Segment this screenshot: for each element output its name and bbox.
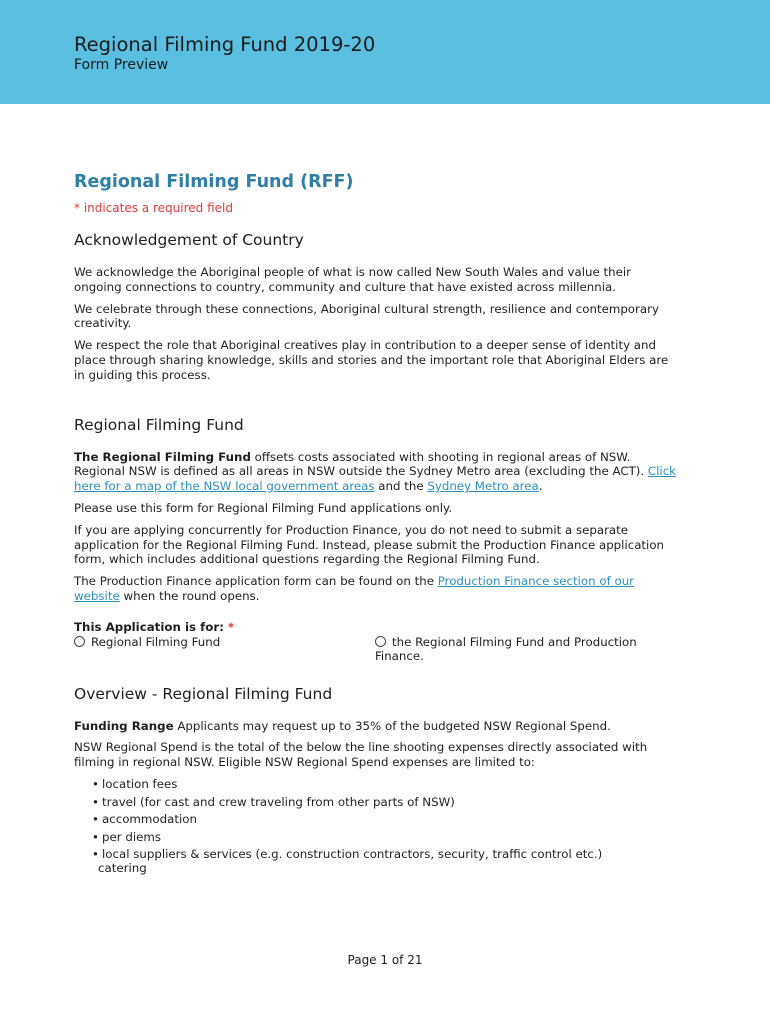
sydney-metro-area-link[interactable]: Sydney Metro area [427,479,539,494]
application-type-label-text: This Application is for: [74,619,224,634]
acknowledgement-paragraph: We celebrate through these connections, Aboriginal cultural strength, resilience and contemporary creativity. [74,301,659,331]
radio-button-icon[interactable] [74,636,85,647]
rff-paragraph: If you are applying concurrently for Production Finance, you do not need to submit a separate application for the Regional Filming Fund. Instead, please submit the Production Finance application form, which includes additional questions regarding the Regional Filming Fund. [74,522,665,567]
list-item-text: per diems [102,829,162,844]
form-content [74,168,682,876]
rff-heading: Regional Filming Fund [74,415,244,434]
list-item [94,846,682,864]
required-field-note: * indicates a required field [74,201,233,215]
rff-intro-bold: The Regional Filming Fund [74,449,251,464]
rff-intro-mid: and the [374,479,428,494]
page-header [0,0,770,104]
acknowledgement-paragraph: We respect the role that Aboriginal creatives play in contribution to a deeper sense of identity and place through sharing knowledge, skills and stories and the important role that Aboriginal Elders are in guiding this process. [74,338,669,382]
page-number: Page 1 of 21 [347,953,423,967]
overview-heading: Overview - Regional Filming Fund [74,684,333,703]
rff-p4-text: The Production Finance application form can be found on the [74,574,438,589]
bullet-icon: • [92,812,99,827]
rff-production-finance-paragraph [74,574,682,604]
bullet-icon: • [92,847,99,862]
production-finance-link[interactable]: Production Finance section of our website [74,574,635,603]
list-item [94,829,682,847]
funding-range-text: Applicants may request up to 35% of the budgeted NSW Regional Spend. [173,718,611,733]
page-subtitle: Form Preview [74,57,169,73]
list-item [94,794,682,812]
radio-option-regional-filming-fund[interactable] [74,635,220,650]
eligible-expenses-list [74,776,682,864]
rff-intro-paragraph [74,450,682,494]
list-item [94,776,682,794]
list-item-trailing: catering [98,860,147,875]
page-title: Regional Filming Fund 2019-20 [74,33,376,56]
radio-option-label: Regional Filming Fund [91,634,221,649]
regional-spend-paragraph: NSW Regional Spend is the total of the below the line shooting expenses directly associated with filming in regional NSW. Eligible NSW Regional Spend expenses are limited to: [74,740,648,770]
list-item [94,811,682,829]
required-marker: * [228,619,235,634]
rff-intro-text: offsets costs associated with shooting in regional areas of NSW. Regional NSW is defined as all areas in NSW outside the Sydney Metro area (excluding the ACT). [74,449,648,479]
radio-button-icon[interactable] [375,636,386,647]
bullet-icon: • [92,776,99,791]
rff-intro-end: . [538,479,543,494]
list-item-text: local suppliers & services (e.g. construction contractors, security, traffic control etc.) [102,847,603,862]
radio-option-rff-and-production-finance[interactable] [375,635,675,665]
acknowledgement-paragraph: We acknowledge the Aboriginal people of what is now called New South Wales and value their ongoing connections to country, community and culture that have existed across millennia. [74,265,632,294]
list-item-text: travel (for cast and crew traveling from other parts of NSW) [102,794,455,809]
radio-option-label: the Regional Filming Fund and Production Finance. [375,634,637,664]
rff-paragraph: Please use this form for Regional Filming Fund applications only. [74,500,453,515]
funding-range-paragraph [74,719,682,734]
funding-range-bold: Funding Range [74,718,174,733]
list-item-text: accommodation [102,812,197,827]
rff-p4-end: when the round opens. [119,588,260,603]
form-title: Regional Filming Fund (RFF) [74,172,354,192]
bullet-icon: • [92,829,99,844]
application-type-label [74,620,682,635]
application-type-radio-group [74,635,682,665]
list-item-text: location fees [102,776,178,791]
bullet-icon: • [92,794,99,809]
acknowledgement-heading: Acknowledgement of Country [74,231,304,249]
lga-map-link[interactable]: Click here for a map of the NSW local government areas [74,464,677,494]
